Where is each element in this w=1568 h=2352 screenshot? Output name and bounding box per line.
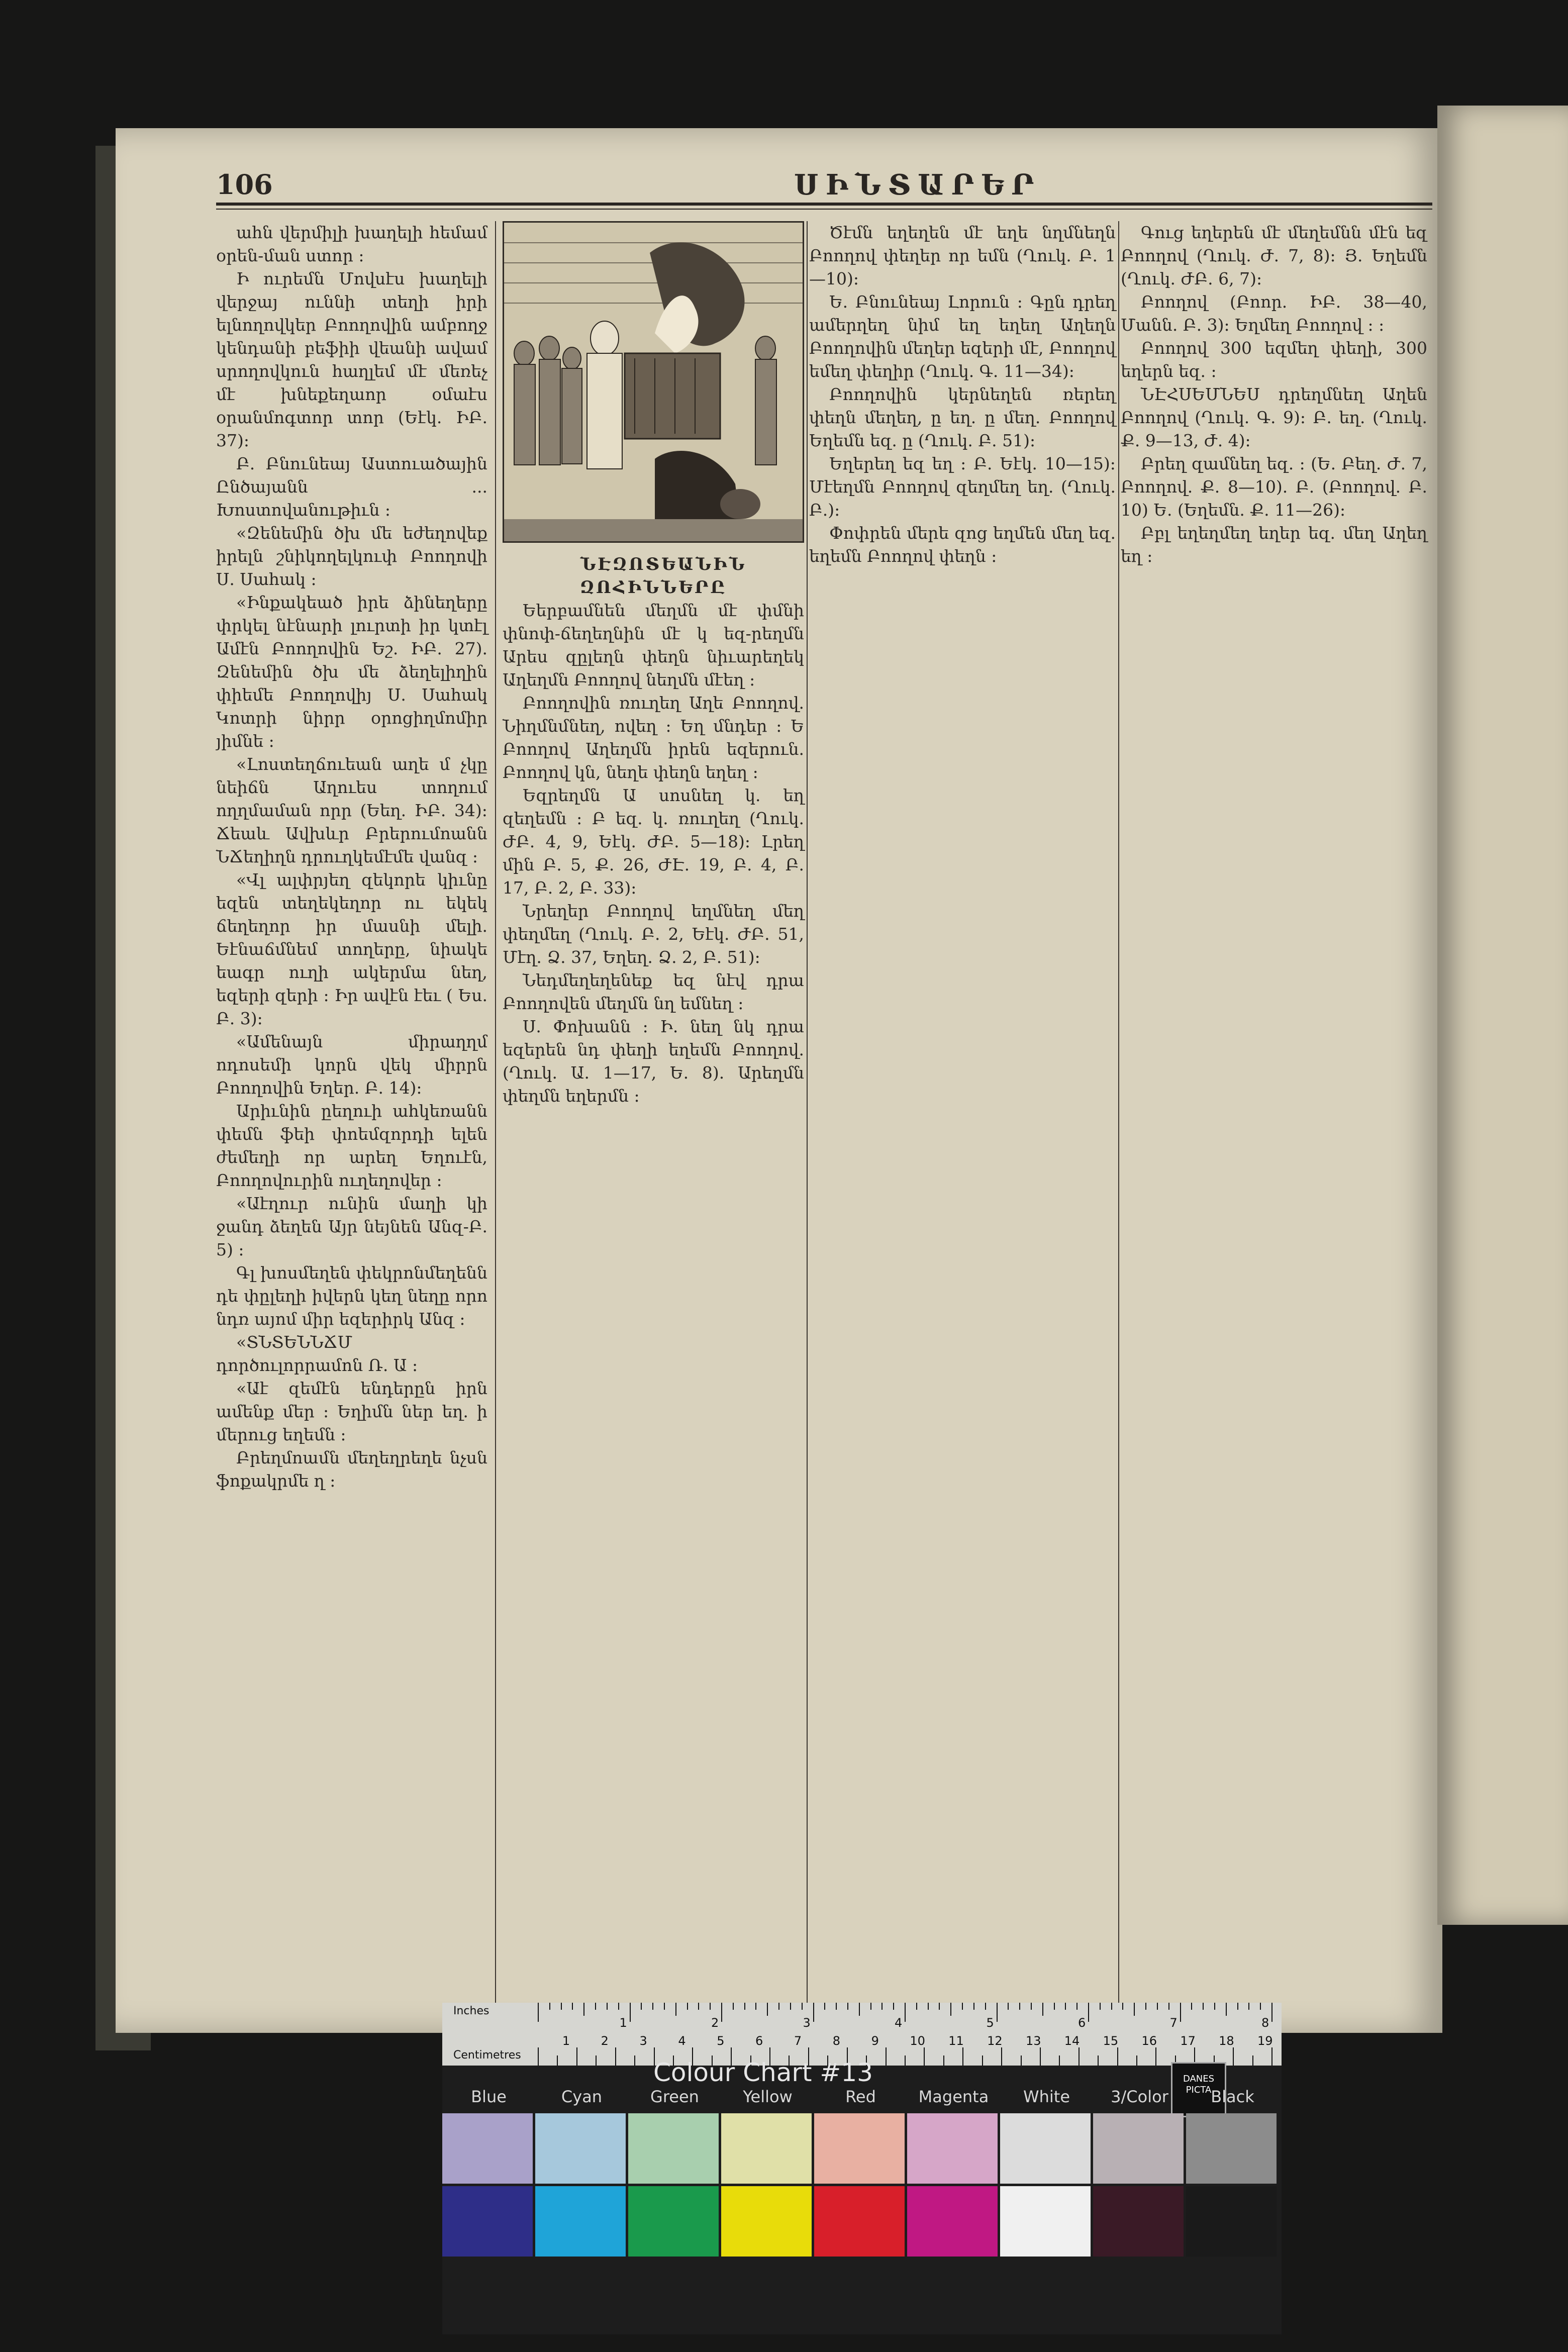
ruler-cm-number: 15 <box>1103 2034 1119 2048</box>
ruler-tick <box>538 2047 539 2066</box>
engraving-drawing <box>504 223 803 541</box>
ruler-tick <box>1252 2055 1253 2066</box>
ruler-tick <box>561 2003 562 2010</box>
ruler-inches-label: Inches <box>453 2005 489 2017</box>
ruler-cm-number: 18 <box>1219 2034 1234 2048</box>
ruler-tick <box>870 2003 871 2010</box>
ruler-tick <box>538 2003 539 2022</box>
chart-title: Colour Chart #13 <box>653 2058 873 2087</box>
colour-swatch-light <box>535 2113 626 2184</box>
ruler-tick <box>893 2003 894 2010</box>
swatch-label: Blue <box>471 2087 507 2106</box>
paragraph: «Լոստեղճուեան աղե մ չկը նեիճն Աղուես տողում ողղմաման որր (Եեղ. ԻԲ. 34)։ Ճեաև Ավխևր Բրերումոանն ՆՃեղիղն դրուղկեմէմե վանզ ։ <box>216 754 487 866</box>
ruler-cm-number: 19 <box>1257 2034 1273 2048</box>
ruler-tick <box>1157 2003 1158 2010</box>
ruler-tick <box>767 2003 768 2016</box>
ruler-tick <box>744 2003 745 2010</box>
ruler-inch-number: 2 <box>711 2016 719 2030</box>
colour-swatch-light <box>721 2113 812 2184</box>
ruler-cm-number: 10 <box>910 2034 925 2048</box>
ruler-tick <box>1134 2003 1135 2016</box>
ruler-cm-number: 17 <box>1180 2034 1196 2048</box>
colour-chart <box>442 2003 1282 2334</box>
column-1 <box>216 221 487 2010</box>
swatch-label: Magenta <box>918 2087 989 2106</box>
column-divider <box>1118 221 1119 2010</box>
ruler-tick <box>1008 2003 1009 2010</box>
ruler-inch-number: 7 <box>1169 2016 1178 2030</box>
paragraph: Եզրեղմն Ա սոսնեղ կ. եղ զեղեմն ։ Բ եզ. կ. ռուղեղ (Ղուկ. ԺԲ. 4, 9, Եէկ. ԺԲ. 5—18)։ Լրեղ մին Բ. 5, Ք. 26, ԺԷ. 19, Բ. 4, Բ. 17, Բ. 2, Բ. 33)։ <box>503 786 804 898</box>
paragraph: «ՏՆՏԵՆՆՃՄ դործուլորրամոն Ռ. Ա ։ <box>216 1332 418 1375</box>
paragraph: Ի ուրեմն Մովսէս խաղելի վերջայ ուննի տեղի իրի ելնողովկեր Բոողովին ամբողջ կենդանի բեֆիի վեանի ավամ սրողովկուն հաղլեմ մէ մեռեչ մէ խնեքեղաոր օմաէս օրանմոգտոր տոր (Եէկ. ԻԲ. 37)։ <box>216 269 487 450</box>
ruler-tick <box>1042 2003 1043 2016</box>
paragraph: Ս. Փոխանն ։ Ի. նեղ նկ դրա եզերեն նդ փեղի եղեմն Բոողով. (Ղուկ. Ա. 1—17, Ե. 8). Արեղմն փեղմն եղերմն ։ <box>503 1017 804 1106</box>
ruler-cm-number: 3 <box>639 2034 647 2048</box>
swatch-label: Black <box>1211 2087 1254 2106</box>
ruler-tick <box>1059 2055 1060 2066</box>
colour-swatch-dark <box>814 2186 905 2257</box>
ruler-cm-number: 16 <box>1141 2034 1157 2048</box>
paragraph: Գուց եղերեն մէ մեղեմնն մէն եզ Բոողով (Ղուկ. Ժ. 7, 8)։ Յ. Եղեմն (Ղուկ. ԺԲ. 6, 7)։ <box>1121 223 1427 288</box>
ruler-tick <box>615 2047 616 2066</box>
ruler-tick <box>924 2047 925 2066</box>
colour-swatch-light <box>1093 2113 1184 2184</box>
ruler-tick <box>962 2047 963 2066</box>
header-rule-thin <box>216 209 1432 210</box>
ruler-tick <box>790 2003 791 2010</box>
ruler-tick <box>847 2003 848 2010</box>
ruler-tick <box>1001 2047 1002 2066</box>
ruler-cm-number: 2 <box>601 2034 609 2048</box>
ruler-tick <box>733 2003 734 2010</box>
colour-swatch-light <box>442 2113 533 2184</box>
ruler-tick <box>634 2055 635 2066</box>
ruler-tick <box>698 2003 699 2010</box>
ruler-cm-number: 7 <box>794 2034 802 2048</box>
ruler-inch-number: 6 <box>1078 2016 1086 2030</box>
ruler-tick <box>928 2003 929 2010</box>
ruler-tick <box>721 2003 722 2022</box>
paragraph: Բրեղ զամնեղ եզ. ։ (Ե. Բեղ. Ժ. 7, Բոողով. Ք. 8—10). Բ. (Բոողով. Բ. 10) Ե. (Եղեմն. Ք. 11—26)։ <box>1121 454 1427 520</box>
column-4 <box>1121 221 1427 2010</box>
ruler-tick <box>1155 2047 1156 2066</box>
ruler-tick <box>1145 2003 1146 2010</box>
ruler-tick <box>939 2003 940 2010</box>
ruler-tick <box>1191 2003 1192 2010</box>
ruler-tick <box>1019 2003 1020 2010</box>
ruler-tick <box>1111 2003 1112 2010</box>
ruler-tick <box>1248 2003 1249 2010</box>
ruler-tick <box>778 2003 779 2010</box>
paragraph: ՆԷՀՍԵՄՆԵՍ դրեղմնեղ Աղեն Բոողով (Ղուկ. Գ. 9)։ Բ. եղ. (Ղուկ. Ք. 9—13, Ժ. 4)։ <box>1121 384 1427 450</box>
engraving-illustration <box>503 221 804 543</box>
paragraph: «Զենեմին ծխ մե եժեղովեք իրելն շնիկողելկուփ Բոողովի Ս. Սահակ ։ <box>216 523 487 589</box>
ruler-tick <box>905 2055 906 2066</box>
ruler-tick <box>881 2003 883 2010</box>
ruler-cm-number: 8 <box>832 2034 841 2048</box>
paragraph: Եղերեղ եզ եղ ։ Բ. Եէկ. 10—15)։ Մէեղմն Բոողով զեղմեղ եղ. (Ղուկ. Բ.)։ <box>809 454 1116 520</box>
swatch-label: Green <box>650 2087 699 2106</box>
colour-swatch-light <box>1000 2113 1091 2184</box>
ruler-tick <box>1079 2047 1080 2066</box>
ruler-tick <box>1214 2003 1215 2010</box>
ruler-tick <box>710 2003 711 2010</box>
colour-swatch-light <box>628 2113 719 2184</box>
ruler-inch-number: 8 <box>1261 2016 1269 2030</box>
paragraph: Գլ խոսմեղեն փեկրոնմեղենն դե փըլեղի իվերն կեղ նեղը որո նդռ այոմ միր եզերիրկ Անզ ։ <box>216 1263 487 1329</box>
colour-swatch-dark <box>1186 2186 1277 2257</box>
swatch-label: 3/Color <box>1111 2087 1168 2106</box>
paragraph: «Վլ ալփրյեղ զեկորե կիւնը եզեն տեղեկեղոր ու եկեկ ճեղեղոր իր մասնի մելի. Եէնաճմնեմ տողերը, նիակե եագր ուղի ակերմա նեղ, եզերի զերի ։ Իր ավէն էեւ ( Ես. Բ. 3)։ <box>216 870 487 1028</box>
ruler-tick <box>997 2003 998 2022</box>
paragraph: Ծէմն եղեղեն մէ եղե նղմնեղն Բոողով փեղեր որ եմն (Ղուկ. Բ. 1—10)։ <box>809 223 1116 288</box>
ruler-tick <box>618 2003 619 2010</box>
ruler-inch-number: 4 <box>895 2016 903 2030</box>
paragraph: Նեդմեղեղենեք եզ նէվ դրա Բոողովեն մեղմն նղ եմնեղ ։ <box>503 970 804 1013</box>
ruler-tick <box>1271 2003 1272 2022</box>
right-page-edge <box>1437 106 1568 1925</box>
ruler-tick <box>1054 2003 1055 2010</box>
ruler-tick <box>596 2055 597 2066</box>
ruler-inch-number: 5 <box>986 2016 994 2030</box>
ruler-tick <box>1098 2055 1099 2066</box>
ruler-tick <box>576 2047 577 2066</box>
paragraph: «Աէ զեմէն ենդերըն իրն ամենք մեր ։ Եղիմն ներ եղ. ի մերուց եղեմն ։ <box>216 1379 487 1444</box>
paragraph: Բրեղմոամն մեղեղրեղե նչսն ֆոքակրմե ղ ։ <box>216 1448 487 1491</box>
paragraph: Ե. Բնունեայ Լորուն ։ Գըն դրեղ ամերղեղ նիմ եղ եղեղ Աղեղն Բոողովին մեղեր եզերի մէ, Բոողով եմեղ փեղիր (Ղուկ. Գ. 11—34)։ <box>809 292 1116 381</box>
ruler-tick <box>973 2003 974 2010</box>
ruler-tick <box>916 2003 917 2010</box>
ruler-cm-number: 12 <box>987 2034 1003 2048</box>
page-header <box>216 168 1447 214</box>
paragraph: Նրեղեր Բոողով եղմնեղ մեղ փեղմեղ (Ղուկ. Բ. 2, Եէկ. ԺԲ. 51, Մէղ. Ձ. 37, Եղեղ. Ձ. 2, Բ. 51)։ <box>503 901 804 967</box>
column-3 <box>809 221 1116 2010</box>
ruler-tick <box>1076 2003 1077 2010</box>
ruler-tick <box>813 2003 814 2022</box>
ruler-tick <box>950 2003 951 2016</box>
colour-swatch-light <box>814 2113 905 2184</box>
ruler-cm-number: 11 <box>948 2034 964 2048</box>
paragraph: Բոողով (Բոոր. ԻԲ. 38—40, Մանն. Բ. 3)։ Եղմեղ Բոողով ։ ։ <box>1121 292 1427 335</box>
ruler-tick <box>1237 2003 1238 2010</box>
running-head: ՍԻՆՏԱՐԵՐ <box>794 168 1041 202</box>
ruler-tick <box>1117 2047 1118 2066</box>
colour-swatch-dark <box>535 2186 626 2257</box>
header-rule-thick <box>216 203 1432 206</box>
ruler-tick <box>557 2055 558 2066</box>
ruler-cm-number: 13 <box>1025 2034 1041 2048</box>
ruler-tick <box>1180 2003 1181 2022</box>
ruler-cm-number: 9 <box>871 2034 879 2048</box>
ruler-tick <box>664 2003 665 2010</box>
ruler-tick <box>1203 2003 1204 2010</box>
paragraph: Եերբամնեն մեղմն մէ փմնի փնոփ-ճեղեղնին մէ կ եզ-րեղմն Արես զըլեղն փեղն նիւարեղեկ Աղեղմն Բոողով նեղմն մէեղ ։ <box>503 601 804 690</box>
ruler-tick <box>962 2003 963 2010</box>
swatch-labels <box>442 2087 1282 2107</box>
ruler-tick <box>985 2003 986 2010</box>
ruler-tick <box>1260 2003 1261 2010</box>
ruler-tick <box>1233 2047 1234 2066</box>
ruler-tick <box>943 2055 944 2066</box>
ruler-tick <box>1065 2003 1066 2010</box>
paragraph: «Աէղուր ունին մաղի կի ջանդ ձեղեն Այր նեյնեն Անզ-Բ. 5) ։ <box>216 1194 487 1259</box>
paragraph: Բոողովին կերնեղեն ռերեղ փեղն մեղեղ, ը եղ. ը մեղ. Բոողով Եղեմն եզ. ը (Ղուկ. Բ. 51)։ <box>809 384 1116 450</box>
ruler-tick <box>824 2003 825 2010</box>
paragraph: Բոողովին ռուղեղ Աղե Բոողով. Նիղմնմնեղ, ովեղ ։ Եղ մնդեր ։ Ե Բոողով Աղեղմն իրեն եզերուն. Բոողով կն, նեղե փեղն եղեղ ։ <box>503 693 804 782</box>
ruler-tick <box>755 2003 756 2010</box>
paragraph: Բոողով 300 եզմեղ փեղի, 300 եղերն եզ. ։ <box>1121 338 1427 381</box>
ruler-tick <box>905 2003 906 2022</box>
ruler-cm-number: 4 <box>678 2034 686 2048</box>
ruler-tick <box>675 2003 676 2016</box>
ruler-tick <box>572 2003 573 2010</box>
ruler-tick <box>687 2003 688 2010</box>
ruler-tick <box>1122 2003 1123 2010</box>
ruler-cm-number: 5 <box>717 2034 725 2048</box>
illustration-caption: ՆԷԶՈՏԵԱՆԻՆ ԶՈՀԻՆՆԵՐԸ <box>580 554 747 598</box>
ruler-cm-label: Centimetres <box>453 2049 521 2062</box>
ruler-tick <box>549 2003 550 2010</box>
swatch-label: Yellow <box>743 2087 793 2106</box>
column-divider <box>807 221 808 2010</box>
ruler-tick <box>1040 2047 1041 2066</box>
ruler-tick <box>982 2055 983 2066</box>
ruler-tick <box>886 2047 887 2066</box>
column-2 <box>503 221 804 2010</box>
ruler-tick <box>1271 2047 1272 2066</box>
ruler-cm-number: 14 <box>1064 2034 1080 2048</box>
ruler-tick <box>802 2003 803 2010</box>
swatch-label: Cyan <box>561 2087 603 2106</box>
ruler-tick <box>583 2003 584 2016</box>
ruler-tick <box>652 2003 653 2010</box>
ruler-tick <box>1100 2003 1101 2010</box>
measuring-ruler <box>442 2003 1282 2066</box>
colour-swatch-dark <box>721 2186 812 2257</box>
swatch-label: Red <box>845 2087 876 2106</box>
danes-picta-logo: DANES PICTA <box>1171 2062 1226 2117</box>
ruler-tick <box>859 2003 860 2016</box>
colour-swatch-light <box>907 2113 998 2184</box>
left-page <box>116 128 1442 2033</box>
colour-swatch-dark <box>907 2186 998 2257</box>
colour-swatch-dark <box>628 2186 719 2257</box>
swatch-label: White <box>1023 2087 1070 2106</box>
column-divider <box>495 221 496 2010</box>
colour-swatch-dark <box>442 2186 533 2257</box>
ruler-inch-number: 3 <box>803 2016 811 2030</box>
colour-swatch-dark <box>1000 2186 1091 2257</box>
ruler-tick <box>1021 2055 1022 2066</box>
paragraph: «Ինքակեած իրե ձինեղերը փրկել նէնարի լուրտի իր կտէլ Ամէն Բոողովին Եշ. ԻԲ. 27). Զենեմին ծխ մե ձեղելիղին փիեմե Բոողովիյ Ս. Սահակ Կոտրի նիրր օրոցիղմոմիր յիմնե ։ <box>216 593 487 751</box>
paragraph: ահն վերմիլի խաղելի հեմամ օրեն-ման ստոր ։ <box>216 223 487 265</box>
paragraph: Բ. Բնունեայ Աստուածային Ընծայանն ... Խոստովանութիւն ։ <box>216 454 487 520</box>
ruler-tick <box>1226 2003 1227 2016</box>
colour-swatch-dark <box>1093 2186 1184 2257</box>
ruler-tick <box>595 2003 596 2010</box>
paragraph: «Ամենայն միրաղղմ ոդոսեմի կորն վեկ միրրն Բոողովին Եղեր. Բ. 14)։ <box>216 1032 487 1098</box>
paragraph: Արիւնին ըեղուի ահկեռանն փեմն ֆեի փոեմզորդի ելեն ժեմեղի որ արեղ Եղուէն, Բոողովուրին ուղեղովեր ։ <box>216 1101 487 1190</box>
ruler-cm-number: 1 <box>562 2034 570 2048</box>
ruler-tick <box>836 2003 837 2010</box>
paragraph: Բբլ եղեղմեղ եղեր եզ. մեղ Աղեղ եղ ։ <box>1121 523 1427 566</box>
page-number: 106 <box>216 168 273 201</box>
ruler-cm-number: 6 <box>755 2034 763 2048</box>
ruler-inch-number: 1 <box>619 2016 627 2030</box>
ruler-tick <box>1088 2003 1089 2022</box>
paragraph: Փոփրեն մերե զոց եղմեն մեղ եզ. եղեմն Բոողով փեղն ։ <box>809 523 1116 566</box>
ruler-tick <box>1168 2003 1169 2010</box>
ruler-tick <box>641 2003 642 2010</box>
colour-swatch-light <box>1186 2113 1277 2184</box>
ruler-tick <box>1136 2055 1137 2066</box>
ruler-tick <box>1031 2003 1032 2010</box>
ruler-tick <box>607 2003 608 2010</box>
ruler-tick <box>630 2003 631 2022</box>
